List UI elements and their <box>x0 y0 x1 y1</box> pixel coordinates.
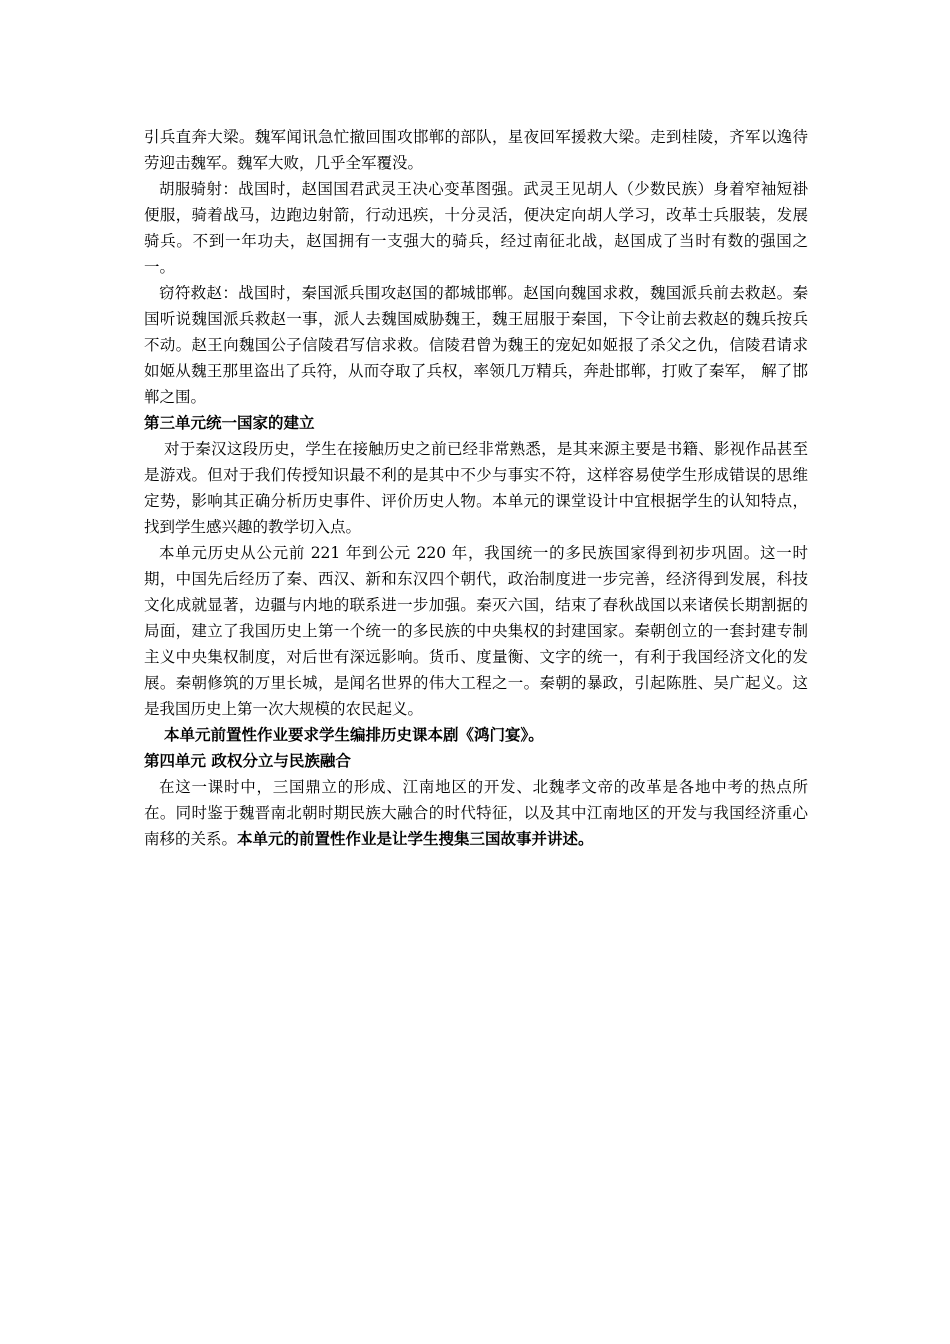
paragraph-hufu-qishe: 胡服骑射：战国时，赵国国君武灵王决心变革图强。武灵王见胡人（少数民族）身着窄袖短褂便服，骑着战马，边跑边射箭，行动迅疾，十分灵活，便决定向胡人学习，改革士兵服装，发展骑兵。不到一年功夫，赵国拥有一支强大的骑兵，经过南征北战，赵国成了当时有数的强国之一。 <box>144 180 808 276</box>
paragraph-unit-4-homework: 本单元的前置性作业是让学生搜集三国故事并讲述。 <box>237 830 594 848</box>
paragraph-unit-3-homework: 本单元前置性作业要求学生编排历史课本剧《鸿门宴》。 <box>164 726 544 744</box>
paragraph-unit-3-history: 本单元历史从公元前 221 年到公元 220 年，我国统一的多民族国家得到初步巩固。这一时期，中国先后经历了秦、西汉、新和东汉四个朝代，政治制度进一步完善，经济得到发展，科技文化成就显著，边疆与内地的联系进一步加强。秦灭六国，结束了春秋战国以来诸侯长期割据的局面，建立了我国历史上第一个统一的多民族的中央集权的封建国家。秦朝创立的一套封建专制主义中央集权制度，对后世有深远影响。货币、度量衡、文字的统一，有利于我国经济文化的发展。秦朝修筑的万里长城，是闻名世界的伟大工程之一。秦朝的暴政，引起陈胜、吴广起义。这是我国历史上第一次大规模的农民起义。 <box>144 544 808 718</box>
document-page <box>144 124 808 852</box>
paragraph-weijiu-ending: 引兵直奔大梁。魏军闻讯急忙撤回围攻邯郸的部队，星夜回军援救大梁。走到桂陵，齐军以逸待劳迎击魏军。魏军大败，几乎全军覆没。 <box>144 128 808 172</box>
paragraph-unit-3-intro: 对于秦汉这段历史，学生在接触历史之前已经非常熟悉，是其来源主要是书籍、影视作品甚至是游戏。但对于我们传授知识最不利的是其中不少与事实不符，这样容易使学生形成错误的思维定势，影响其正确分析历史事件、评价历史人物。本单元的课堂设计中宜根据学生的认知特点，找到学生感兴趣的教学切入点。 <box>144 440 808 536</box>
paragraph-qiefu-jiuzhao: 窃符救赵：战国时，秦国派兵围攻赵国的都城邯郸。赵国向魏国求救，魏国派兵前去救赵。秦国听说魏国派兵救赵一事，派人去魏国威胁魏王，魏王屈服于秦国，下令让前去救赵的魏兵按兵不动。赵王向魏国公子信陵君写信求救。信陵君曾为魏王的宠妃如姬报了杀父之仇，信陵君请求如姬从魏王那里盗出了兵符，从而夺取了兵权，率领几万精兵，奔赴邯郸，打败了秦军， 解了邯郸之围。 <box>144 284 808 406</box>
paragraph-unit-4-intro <box>144 774 808 852</box>
heading-unit-4: 第四单元 政权分立与民族融合 <box>144 752 351 770</box>
paragraph-unit-4-text: 在这一课时中，三国鼎立的形成、江南地区的开发、北魏孝文帝的改革是各地中考的热点所在。同时鉴于魏晋南北朝时期民族大融合的时代特征，以及其中江南地区的开发与我国经济重心南移的关系。 <box>144 778 808 848</box>
heading-unit-3: 第三单元统一国家的建立 <box>144 414 315 432</box>
